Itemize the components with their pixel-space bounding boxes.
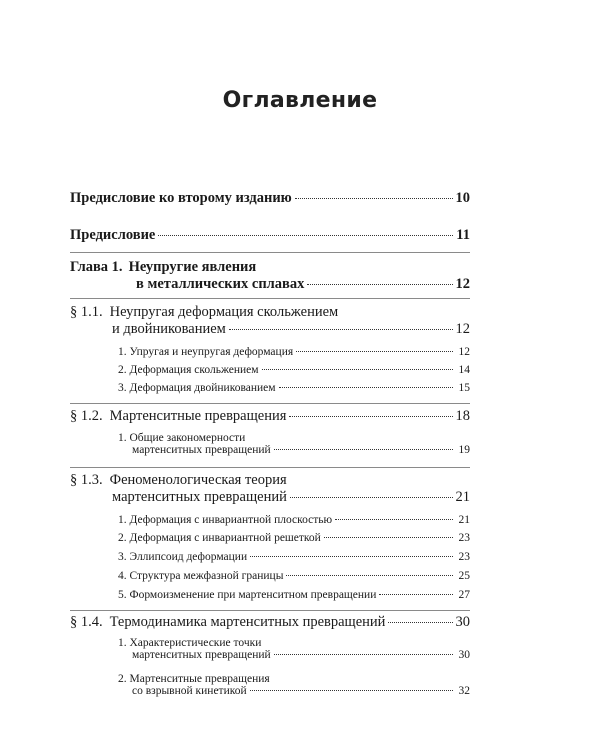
subitem-text-line2: мартенситных превращений [132,444,271,456]
dot-leader [274,449,453,450]
toc-subitem[interactable] [118,514,470,526]
toc-section-1-4[interactable] [70,614,470,631]
section-number: § 1.2. [70,408,103,424]
toc-entry-chapter-1[interactable] [70,259,470,293]
page-number: 30 [455,614,470,630]
page-number: 12 [455,276,470,292]
subitem-text: 2. Деформация скольжением [118,364,259,376]
divider [70,252,470,253]
dot-leader [290,497,453,498]
divider [70,403,470,404]
dot-leader [307,284,452,285]
page-number: 30 [458,649,470,661]
page-number: 27 [458,589,470,601]
subitem-text: 1. Упругая и неупругая деформация [118,346,294,358]
page-number: 19 [458,444,470,456]
page-number: 15 [458,382,470,394]
page-number: 32 [458,685,470,697]
divider [70,467,470,468]
toc-subitem[interactable] [118,589,470,601]
section-number: § 1.3. [70,472,103,488]
section-title-line2: мартенситных превращений [112,489,287,505]
subitem-text: 2. Деформация с инвариантной решеткой [118,532,321,544]
dot-leader [262,369,453,370]
subitem-text-line1: 2. Мартенситные превращения [118,673,270,685]
dot-leader [295,198,453,199]
page-number: 11 [456,227,470,243]
toc-subitem[interactable] [118,637,470,661]
page-number: 12 [455,321,470,337]
toc-entry-preface[interactable] [70,227,470,244]
subitem-text: 3. Эллипсоид деформации [118,551,248,563]
toc-subitem[interactable] [118,673,470,697]
subitem-text: 4. Структура межфазной границы [118,570,284,582]
toc-subitem[interactable] [118,346,470,358]
page-number: 25 [458,570,470,582]
section-title-line2: и двойникованием [112,321,226,337]
dot-leader [324,537,453,538]
toc-subitem[interactable] [118,570,470,582]
page-number: 18 [455,408,470,424]
page-number: 23 [458,551,470,563]
subitem-text-line1: 1. Общие закономерности [118,432,246,444]
subitem-text-line2: со взрывной кинетикой [132,685,247,697]
dot-leader [335,519,453,520]
divider [70,298,470,299]
section-title-line1: Неупругая деформация скольжением [109,304,339,320]
toc-entry-text: Предисловие ко второму изданию [70,190,292,206]
section-title-line1: Мартенситные превращения [109,408,287,424]
page-number: 23 [458,532,470,544]
dot-leader [296,351,453,352]
page-title: Оглавление [222,88,378,113]
toc-entry-text: Предисловие [70,227,156,243]
subitem-text-line2: мартенситных превращений [132,649,271,661]
section-title-line1: Феноменологическая теория [109,472,287,488]
toc-subitem[interactable] [118,532,470,544]
toc-subitem[interactable] [118,382,470,394]
dot-leader [250,690,453,691]
toc-subitem[interactable] [118,432,470,456]
dot-leader [388,622,452,623]
dot-leader [279,387,453,388]
section-title-line1: Термодинамика мартенситных превращений [109,614,386,630]
subitem-text: 1. Деформация с инвариантной плоскостью [118,514,333,526]
dot-leader [250,556,453,557]
toc-entry-preface-second-edition[interactable] [70,190,470,207]
chapter-title-line2: в металлических сплавах [136,276,305,292]
dot-leader [289,416,452,417]
chapter-title-line1: Неупругие явления [128,259,257,275]
subitem-text: 3. Деформация двойникованием [118,382,276,394]
section-number: § 1.4. [70,614,103,630]
dot-leader [379,594,453,595]
toc-section-1-1[interactable] [70,304,470,338]
page-number: 12 [458,346,470,358]
subitem-text-line1: 1. Характеристические точки [118,637,262,649]
toc-section-1-3[interactable] [70,472,470,506]
chapter-label: Глава 1. [70,259,123,275]
page-number: 14 [458,364,470,376]
section-number: § 1.1. [70,304,103,320]
page-number: 21 [458,514,470,526]
subitem-text: 5. Формоизменение при мартенситном превращении [118,589,377,601]
dot-leader [229,329,453,330]
toc-subitem[interactable] [118,551,470,563]
toc-subitem[interactable] [118,364,470,376]
page-number: 21 [455,489,470,505]
dot-leader [158,235,453,236]
toc-section-1-2[interactable] [70,408,470,425]
divider [70,610,470,611]
dot-leader [286,575,453,576]
page-number: 10 [455,190,470,206]
dot-leader [274,654,453,655]
